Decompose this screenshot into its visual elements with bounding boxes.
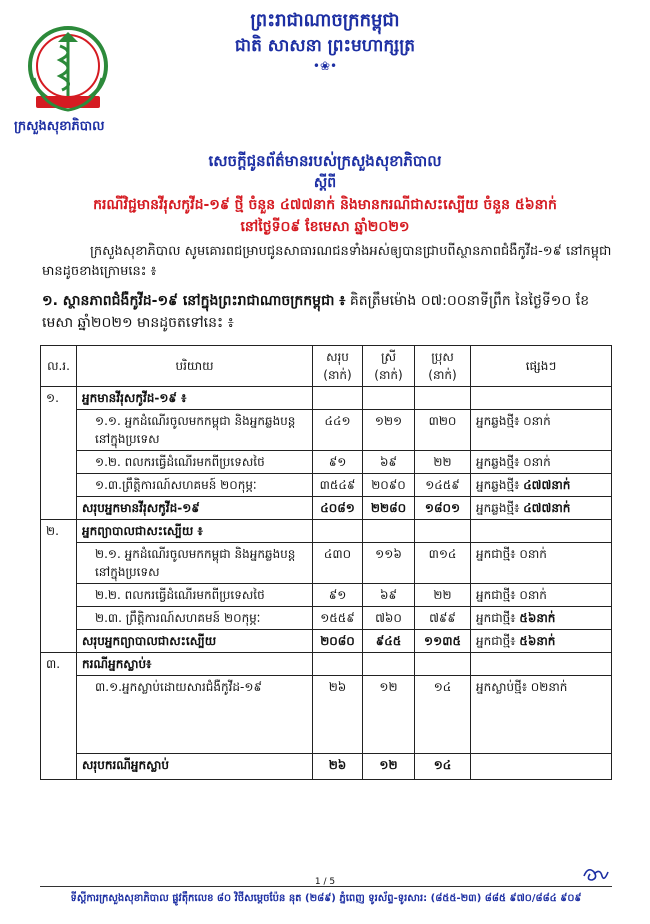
table-row	[41, 543, 612, 584]
announcement-date: នៅថ្ងៃទី០៩ ខែមេសា ឆ្នាំ២០២១	[240, 219, 410, 235]
row-description: ១.២. ពលករធ្វើដំណើរមកពីប្រទេសថៃ	[77, 451, 313, 474]
header-description: បរិយាយ	[77, 346, 313, 387]
row-description: ២.១. អ្នកដំណើរចូលមកកម្ពុជា និងអ្នកឆ្លងបន្តនៅក្នុងប្រទេស	[77, 543, 313, 584]
row-other: អ្នកជាថ្មី៖ ០នាក់	[471, 584, 612, 607]
row-other-value: ៤៧៧នាក់	[523, 478, 571, 492]
row-other: អ្នកឆ្លងថ្មី៖ ០នាក់	[471, 410, 612, 451]
subtotal-male: ១៨០១	[415, 497, 471, 520]
group-title: ករណីអ្នកស្លាប់៖	[77, 653, 313, 676]
ministry-name: ក្រសួងសុខាភិបាល	[14, 119, 105, 134]
subtotal-description: សរុបករណីអ្នកស្លាប់	[77, 754, 313, 780]
row-other: អ្នកឆ្លងថ្មី៖ ០នាក់	[471, 451, 612, 474]
table-row	[41, 653, 612, 676]
table-row	[41, 474, 612, 497]
row-other-value: ៥៦នាក់	[519, 611, 556, 625]
subtotal-female: ៩៤៥	[363, 630, 415, 653]
header-other: ផ្សេងៗ	[471, 346, 612, 387]
row-total: ៣៥៤៩	[313, 474, 363, 497]
announcement-subject-label: ស្តីពី	[313, 175, 337, 191]
header-male: ប្រុស (នាក់)	[415, 346, 471, 387]
row-total: ៩១	[313, 584, 363, 607]
row-other	[471, 474, 612, 497]
ministry-logo-icon	[22, 18, 114, 122]
subtotal-other-value: ៥៦នាក់	[519, 634, 556, 648]
group-title: អ្នកព្យាបាលជាសះស្បើយ ៖	[77, 520, 313, 543]
row-other-label: អ្នកជាថ្មី៖	[476, 611, 520, 625]
table-row	[41, 387, 612, 410]
row-male: ១៤៥៩	[415, 474, 471, 497]
table-row	[41, 451, 612, 474]
footer-divider	[40, 886, 612, 887]
table-header-row	[41, 346, 612, 387]
row-male: ១៤	[415, 676, 471, 754]
subtotal-row	[41, 497, 612, 520]
announcement-titles	[0, 150, 650, 238]
subtotal-other-value: ៤៧៧នាក់	[523, 501, 571, 515]
header-no: ល.រ.	[41, 346, 77, 387]
row-male: ៣១៤	[415, 543, 471, 584]
page-number: 1 / 5	[314, 877, 336, 887]
row-total: ១៥៥៩	[313, 607, 363, 630]
announcement-title: សេចក្តីជូនព័ត៌មានរបស់ក្រសួងសុខាភិបាល	[208, 152, 442, 170]
subtotal-row	[41, 754, 612, 780]
subtotal-row	[41, 630, 612, 653]
row-total: ៩១	[313, 451, 363, 474]
subtotal-other	[471, 497, 612, 520]
row-female: ៦៩	[363, 451, 415, 474]
section-1	[42, 290, 612, 334]
footer-address: ទីស្តីការក្រសួងសុខាភិបាល ផ្លូវតុឹកលេខ ៨០ វិថីសម្តេចប៉ែន នុត (២៨៩) ភ្នំពេញ ទូរស័ព្ទ-ទូរសារ: (៨៥៥-២៣) ៨៨៥ ៩៧០/៨៨៤ ៩០៩	[70, 893, 582, 904]
intro-paragraph: ក្រសួងសុខាភិបាល សូមគោរពជម្រាបជូនសាធារណជនទាំងអស់ឲ្យបានជ្រាបពីស្ថានភាពជំងឺកូវីដ-១៩ នៅកម្ពុជា មានដូចខាងក្រោមនេះ ៖	[42, 244, 612, 279]
row-description: ២.៣. ព្រឹត្តិការណ៍សហគមន៍ ២០កុម្ភៈ	[77, 607, 313, 630]
row-male: ៣២០	[415, 410, 471, 451]
subtotal-description: សរុបអ្នកមានវីរុសកូវីដ-១៩	[77, 497, 313, 520]
group-title: អ្នកមានវីរុសកូវីដ-១៩ ៖	[77, 387, 313, 410]
group-number: ២.	[41, 520, 77, 653]
ornament-divider: •❀•	[312, 59, 338, 73]
announcement-subject: ករណីវិជ្ជមានវីរុសកូវីដ-១៩ ថ្មី ចំនួន ៤៧៧នាក់ និងមានករណីជាសះស្បើយ ចំនួន ៥៦នាក់	[93, 197, 557, 213]
section-1-text: គិតត្រឹមម៉ោង ០៧:០០នាទីព្រឹក នៃថ្ងៃទី១០ ខែមេសា ឆ្នាំ២០២១ មានដូចតទៅនេះ ៖	[42, 293, 590, 331]
covid-statistics-table	[40, 345, 612, 780]
table-row	[41, 607, 612, 630]
table-row	[41, 584, 612, 607]
row-female: ១២	[363, 676, 415, 754]
row-male: ៧៩៩	[415, 607, 471, 630]
table-row	[41, 410, 612, 451]
kingdom-title: ព្រះរាជាណាចក្រកម្ពុជា	[250, 10, 400, 31]
subtotal-total: ២៦	[313, 754, 363, 780]
subtotal-total: ២០៨០	[313, 630, 363, 653]
row-description: ៣.១.អ្នកស្លាប់ដោយសារជំងឺកូវីដ-១៩	[77, 676, 313, 754]
group-number: ៣.	[41, 653, 77, 780]
row-female: ១១៦	[363, 543, 415, 584]
subtotal-other-label: អ្នកជាថ្មី៖	[476, 634, 520, 648]
subtotal-description: សរុបអ្នកព្យាបាលជាសះស្បើយ	[77, 630, 313, 653]
subtotal-other-label: អ្នកឆ្លងថ្មី៖	[476, 501, 524, 515]
subtotal-female: ២២៨០	[363, 497, 415, 520]
row-other: អ្នកជាថ្មី៖ ០នាក់	[471, 543, 612, 584]
row-male: ២២	[415, 451, 471, 474]
header-female: ស្រី (នាក់)	[363, 346, 415, 387]
subtotal-male: ១១៣៥	[415, 630, 471, 653]
row-female: ៧៦០	[363, 607, 415, 630]
row-description: ១.៣.ព្រឹត្តិការណ៍សហគមន៍ ២០កុម្ភៈ	[77, 474, 313, 497]
row-total: ២៦	[313, 676, 363, 754]
subtotal-other	[471, 754, 612, 780]
row-total: ៤៣០	[313, 543, 363, 584]
national-motto: ជាតិ សាសនា ព្រះមហាក្សត្រ	[234, 36, 416, 56]
section-1-heading: ១. ស្ថានភាពជំងឺកូវីដ-១៩ នៅក្នុងព្រះរាជាណាចក្រកម្ពុជា ៖	[42, 293, 346, 309]
row-description: ១.១. អ្នកដំណើរចូលមកកម្ពុជា និងអ្នកឆ្លងបន្តនៅក្នុងប្រទេស	[77, 410, 313, 451]
row-total: ៤៤១	[313, 410, 363, 451]
row-female: ២០៩០	[363, 474, 415, 497]
row-other	[471, 607, 612, 630]
row-other: អ្នកស្លាប់ថ្មី៖ ០២នាក់	[471, 676, 612, 754]
subtotal-male: ១៤	[415, 754, 471, 780]
header-total: សរុប (នាក់)	[313, 346, 363, 387]
subtotal-other	[471, 630, 612, 653]
subtotal-total: ៤០៨១	[313, 497, 363, 520]
row-male: ២២	[415, 584, 471, 607]
row-female: ១២១	[363, 410, 415, 451]
row-other-label: អ្នកឆ្លងថ្មី៖	[476, 478, 524, 492]
row-female: ៦៩	[363, 584, 415, 607]
row-description: ២.២. ពលករធ្វើដំណើរមកពីប្រទេសថៃ	[77, 584, 313, 607]
table-row	[41, 520, 612, 543]
group-number: ១.	[41, 387, 77, 520]
table-row	[41, 676, 612, 754]
subtotal-female: ១២	[363, 754, 415, 780]
